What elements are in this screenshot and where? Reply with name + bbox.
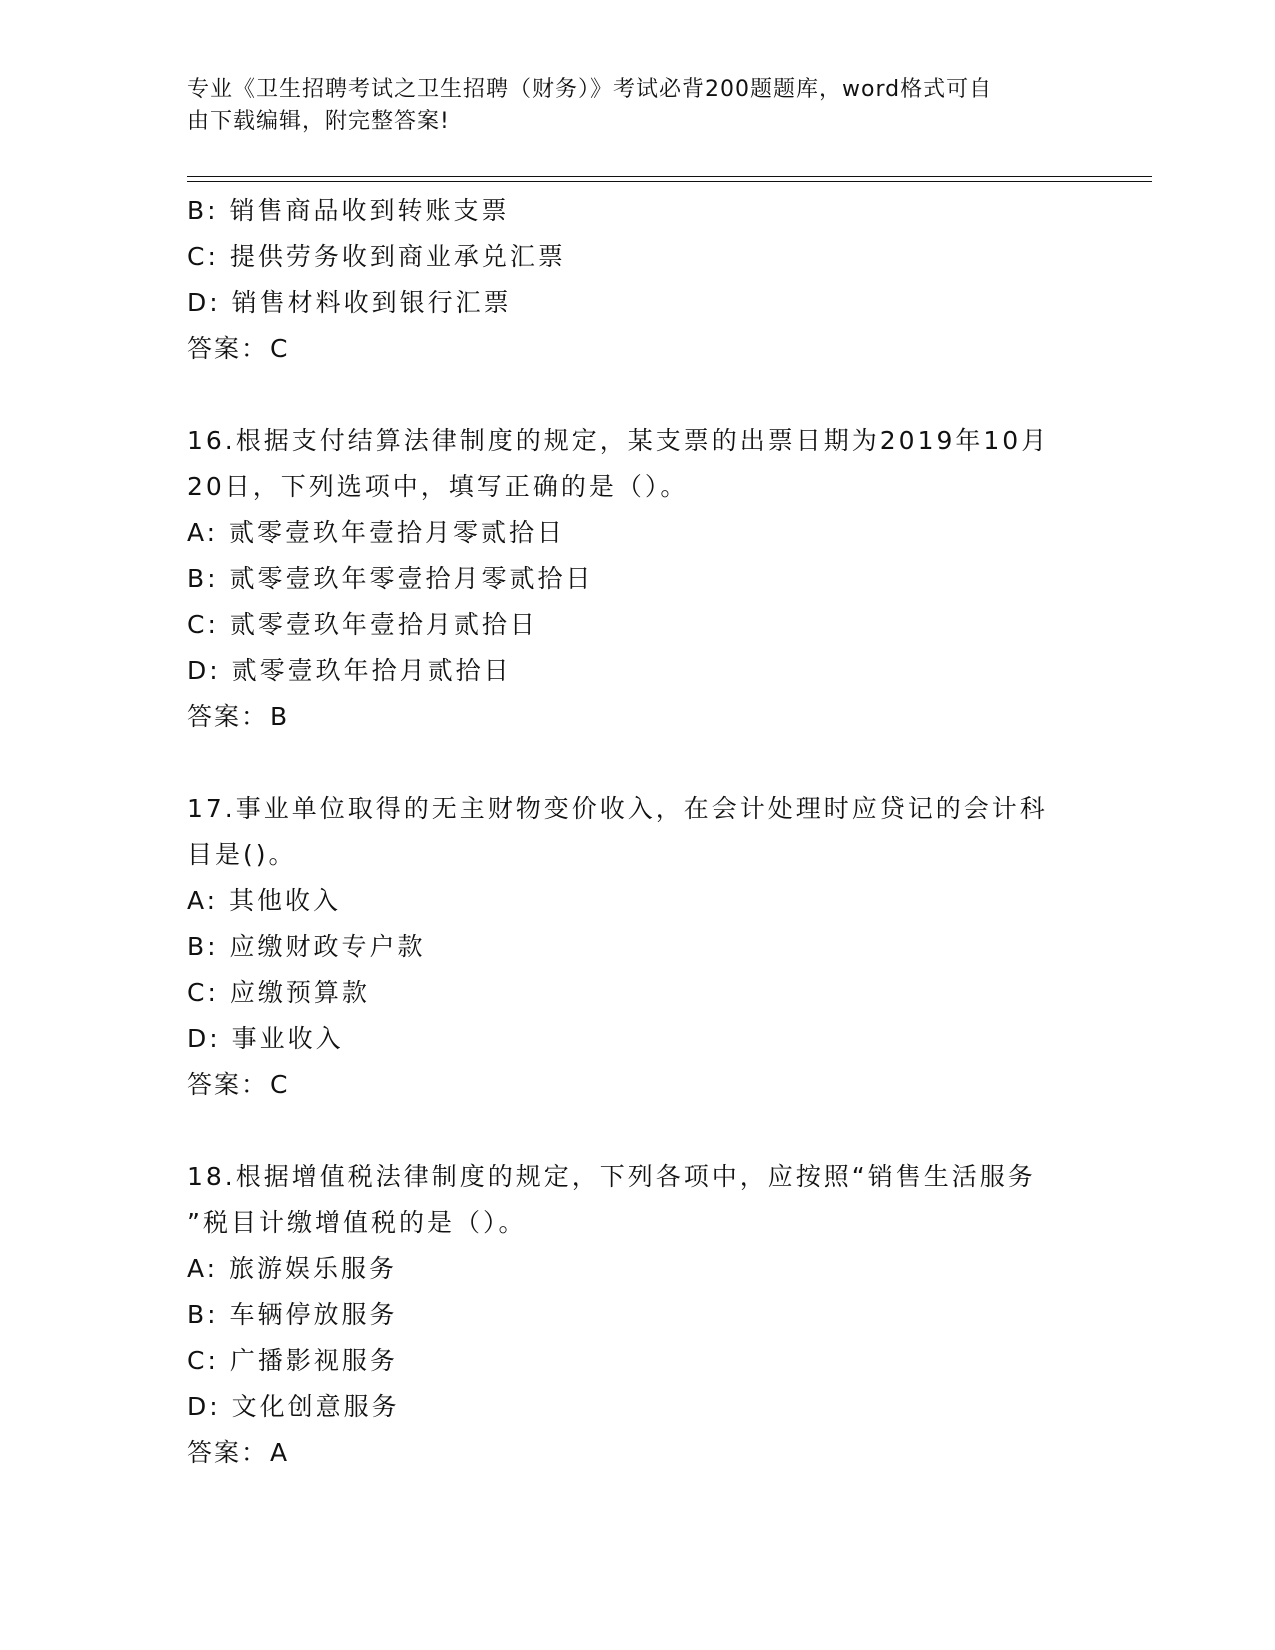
question-text-line-2: 目是()。	[187, 840, 297, 869]
header-divider-top	[187, 176, 1152, 177]
option-c: C: 提供劳务收到商业承兑汇票	[187, 242, 566, 271]
answer-line	[187, 694, 1087, 740]
option-c: C: 贰零壹玖年壹拾月贰拾日	[187, 610, 538, 639]
question-16	[187, 418, 1087, 740]
option-a: A: 贰零壹玖年壹拾月零贰拾日	[187, 518, 566, 547]
answer-value: A	[270, 1438, 290, 1467]
header-line-2: 由下载编辑，附完整答案!	[187, 109, 450, 134]
answer-label: 答案：	[187, 1438, 269, 1467]
answer-label: 答案：	[187, 1070, 269, 1099]
answer-value: C	[270, 334, 290, 363]
answer-value: C	[270, 1070, 290, 1099]
option-b: B: 应缴财政专户款	[187, 932, 426, 961]
option-b: B: 车辆停放服务	[187, 1300, 398, 1329]
option-c: C: 应缴预算款	[187, 978, 370, 1007]
question-list	[187, 188, 1087, 1522]
option-b: B: 销售商品收到转账支票	[187, 196, 510, 225]
option-d: D: 文化创意服务	[187, 1392, 400, 1421]
option-a: A: 旅游娱乐服务	[187, 1254, 398, 1283]
option-a: A: 其他收入	[187, 886, 342, 915]
option-d: D: 贰零壹玖年拾月贰拾日	[187, 656, 512, 685]
document-header	[187, 74, 1067, 138]
question-text-line-1: 17.事业单位取得的无主财物变价收入，在会计处理时应贷记的会计科	[187, 794, 1048, 823]
question-text-line-1: 18.根据增值税法律制度的规定，下列各项中，应按照“销售生活服务	[187, 1162, 1036, 1191]
header-divider-bottom	[187, 181, 1152, 182]
answer-label: 答案：	[187, 702, 269, 731]
answer-line	[187, 1062, 1087, 1108]
question-text-line-1: 16.根据支付结算法律制度的规定，某支票的出票日期为2019年10月	[187, 426, 1050, 455]
question-text-line-2: ”税目计缴增值税的是（）。	[187, 1208, 527, 1237]
question-text-line-2: 20日，下列选项中，填写正确的是（）。	[187, 472, 689, 501]
option-b: B: 贰零壹玖年零壹拾月零贰拾日	[187, 564, 594, 593]
option-d: D: 事业收入	[187, 1024, 344, 1053]
header-line-1: 专业《卫生招聘考试之卫生招聘（财务）》考试必背200题题库，word格式可自	[187, 77, 993, 102]
answer-line	[187, 326, 1087, 372]
answer-line	[187, 1430, 1087, 1476]
question-17	[187, 786, 1087, 1108]
answer-value: B	[270, 702, 290, 731]
option-c: C: 广播影视服务	[187, 1346, 398, 1375]
question-18	[187, 1154, 1087, 1476]
option-d: D: 销售材料收到银行汇票	[187, 288, 512, 317]
answer-label: 答案：	[187, 334, 269, 363]
partial-question	[187, 188, 1087, 372]
